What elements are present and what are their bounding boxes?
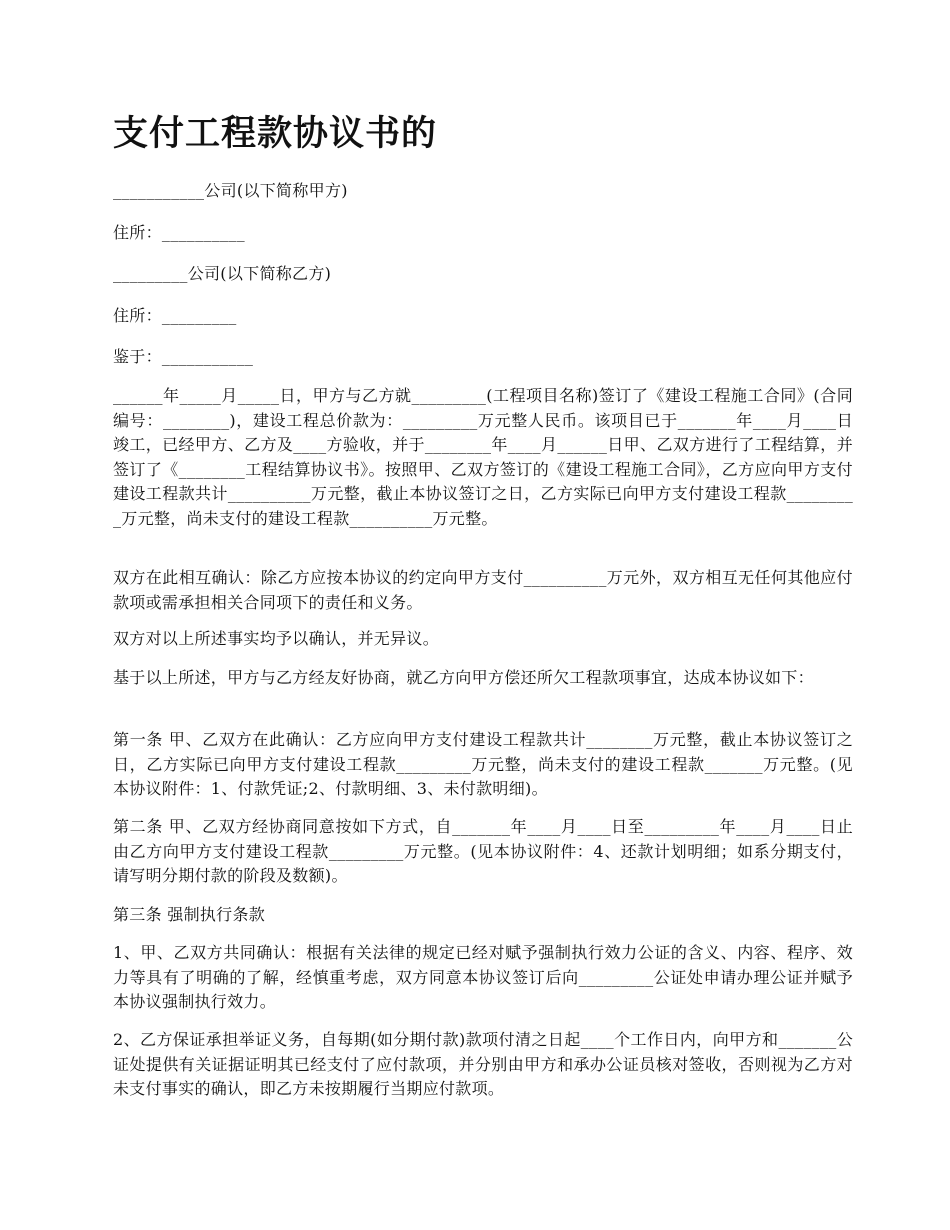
party-a-address: 住所：__________	[113, 223, 245, 242]
no-objection-paragraph: 双方对以上所述事实均予以确认，并无异议。	[113, 629, 440, 648]
mutual-confirmation-paragraph: 双方在此相互确认：除乙方应按本协议的约定向甲方支付__________万元外，双方相互无任何其他应付款项或需承担相关合同项下的责任和义务。	[113, 568, 853, 612]
party-b-line: _________公司(以下简称乙方)	[113, 264, 332, 283]
clause-1-paragraph: 1、甲、乙双方共同确认：根据有关法律的规定已经对赋予强制执行效力公证的含义、内容、程序、效力等具有了明确的了解，经慎重考虑，双方同意本协议签订后向_________公证处申请办理公证并赋予本协议强制执行效力。	[113, 943, 853, 1011]
party-a-line: ___________公司(以下简称甲方)	[113, 181, 348, 200]
article-2-paragraph: 第二条 甲、乙双方经协商同意按如下方式，自_______年____月____日至_________年____月____日止由乙方向甲方支付建设工程款_________万元整。(见本协议附件：4、还款计划明细；如系分期支付，请写明分期付款的阶段及数额)。	[113, 817, 853, 885]
recital-paragraph: ______年_____月_____日，甲方与乙方就_________(工程项目名称)签订了《建设工程施工合同》(合同编号：________)，建设工程总价款为：_________万元整人民币。该项目已于_______年____月____日竣工，已经甲方、乙方及____方验收，并于________年____月______日甲、乙双方进行了工程结算，并签订了《________工程结算协议书》。按照甲、乙双方签订的《建设工程施工合同》，乙方应向甲方支付建设工程款共计__________万元整，截止本协议签订之日，乙方实际已向甲方支付建设工程款_________万元整，尚未支付的建设工程款__________万元整。	[113, 386, 853, 528]
article-3-heading: 第三条 强制执行条款	[113, 905, 266, 924]
document-title: 支付工程款协议书的	[113, 114, 438, 154]
whereas-line: 鉴于：___________	[113, 347, 254, 366]
party-b-address: 住所：_________	[113, 306, 237, 325]
agreement-intro-paragraph: 基于以上所述，甲方与乙方经友好协商，就乙方向甲方偿还所欠工程款项事宜，达成本协议如下：	[113, 668, 814, 687]
clause-2-paragraph: 2、乙方保证承担举证义务，自每期(如分期付款)款项付清之日起____个工作日内，向甲方和_______公证处提供有关证据证明其已经支付了应付款项，并分别由甲方和承办公证员核对签收，否则视为乙方对未支付事实的确认，即乙方未按期履行当期应付款项。	[113, 1030, 853, 1098]
article-1-paragraph: 第一条 甲、乙双方在此确认：乙方应向甲方支付建设工程款共计________万元整，截止本协议签订之日，乙方实际已向甲方支付建设工程款_________万元整，尚未支付的建设工程款_______万元整。(见本协议附件：1、付款凭证;2、付款明细、3、未付款明细)。	[113, 730, 853, 798]
